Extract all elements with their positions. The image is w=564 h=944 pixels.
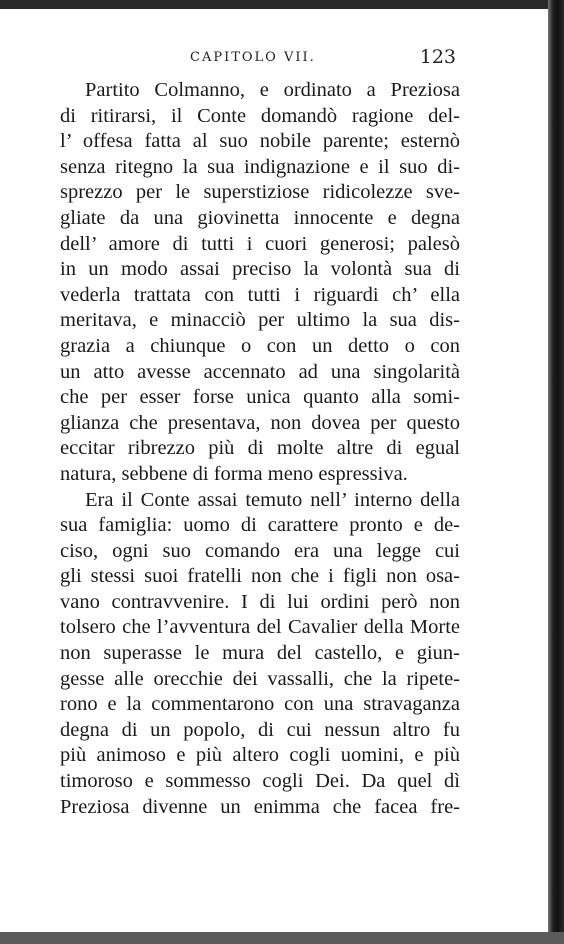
text-line: non superasse le mura del castello, e giun- xyxy=(60,642,460,665)
text-line: vano contravvenire. I di lui ordini però non xyxy=(60,590,460,613)
scan-edge-bottom xyxy=(0,932,564,944)
text-line: tolsero che l’avventura del Cavalier della Morte xyxy=(60,616,460,639)
text-line: natura, sebbene di forma meno espressiva. xyxy=(60,462,408,485)
text-line: Partito Colmanno, e ordinato a Preziosa xyxy=(85,79,460,101)
text-line: gliate da una giovinetta innocente e degna xyxy=(60,206,460,229)
text-line: rono e la commentarono con una stravaganza xyxy=(60,693,460,716)
scan-edge-top xyxy=(0,0,564,9)
text-line: Preziosa divenne un enimma che facea fre- xyxy=(60,795,460,818)
text-line: meritava, e minacciò per ultimo la sua dis- xyxy=(60,309,460,332)
text-line: sprezzo per le superstiziose ridicolezze sve- xyxy=(60,181,460,204)
text-line: timoroso e sommesso cogli Dei. Da quel dì xyxy=(60,770,460,793)
text-line: gesse alle orecchie dei vassalli, che la ripete- xyxy=(60,667,460,690)
text-line: più animoso e più altero cogli uomini, e più xyxy=(60,744,460,767)
text-line: senza ritegno la sua indignazione e il suo di- xyxy=(60,155,460,178)
text-line: l’ offesa fatta al suo nobile parente; esternò xyxy=(60,130,460,153)
page-header xyxy=(60,46,460,72)
text-line: degna di un popolo, di cui nessun altro fu xyxy=(60,718,460,741)
text-line: un atto avesse accennato ad una singolarità xyxy=(60,360,460,383)
text-line: grazia a chiunque o con un detto o con xyxy=(60,334,460,357)
text-line: dell’ amore di tutti i cuori generosi; palesò xyxy=(60,232,460,255)
text-line: sua famiglia: uomo di carattere pronto e de- xyxy=(60,514,460,537)
scan-edge-right xyxy=(548,0,564,944)
text-line: Era il Conte assai temuto nell’ interno della xyxy=(85,488,460,511)
text-line: di ritirarsi, il Conte domandò ragione del- xyxy=(60,104,460,127)
page-number: 123 xyxy=(419,46,456,68)
text-line: eccitar ribrezzo più di molte altre di egual xyxy=(60,437,460,460)
text-line: che per esser forse unica quanto alla somi- xyxy=(60,386,460,409)
text-line: vederla trattata con tutti i riguardi ch’ ella xyxy=(60,283,460,306)
text-line: ciso, ogni suo comando era una legge cui xyxy=(60,539,460,562)
text-line: glianza che presentava, non dovea per questo xyxy=(60,411,460,434)
text-line: in un modo assai preciso la volontà sua di xyxy=(60,258,460,281)
text-line: gli stessi suoi fratelli non che i figli non osa- xyxy=(60,565,460,588)
body-text xyxy=(60,78,460,820)
running-head: CAPITOLO VII. xyxy=(190,50,316,65)
